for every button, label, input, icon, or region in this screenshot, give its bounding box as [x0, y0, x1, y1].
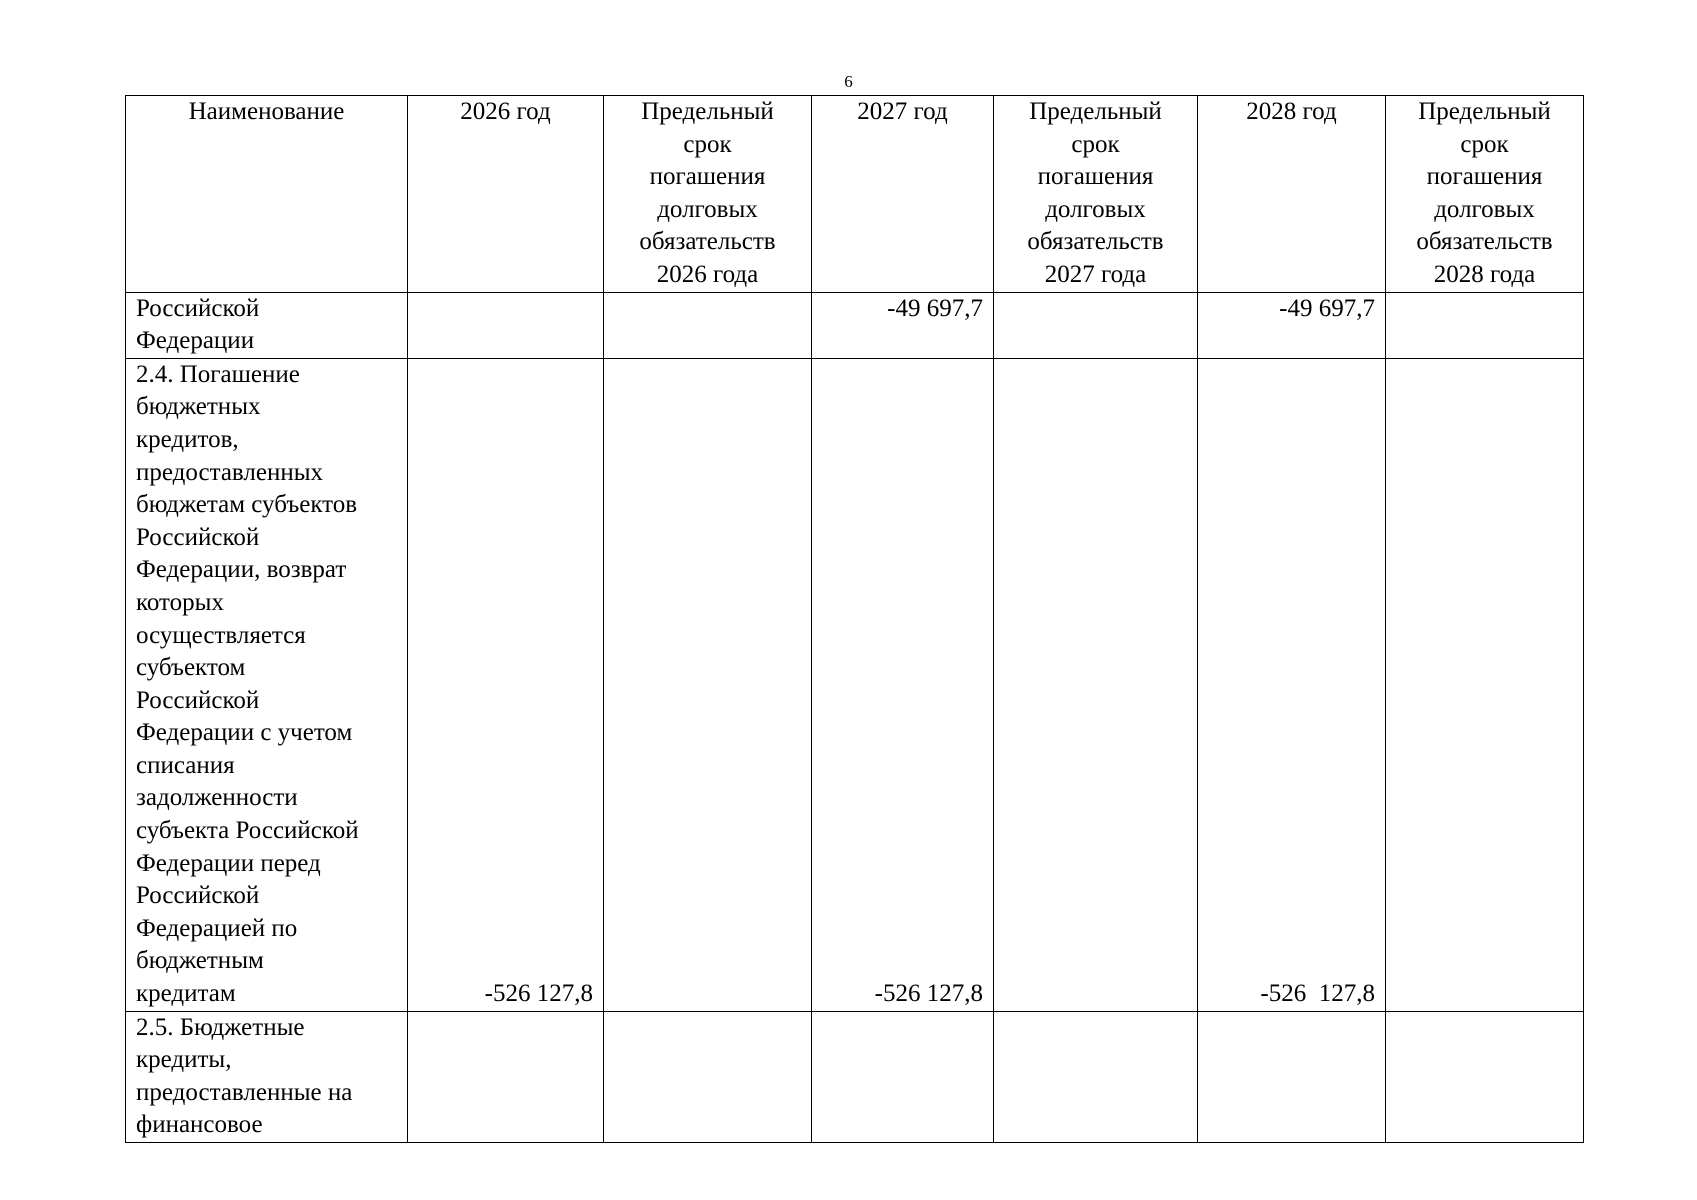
header-term-2026: Предельный срок погашения долговых обязательств 2026 года — [604, 96, 812, 293]
cell-term-2028 — [1386, 1011, 1584, 1142]
table-header-row — [126, 96, 1584, 293]
header-name: Наименование — [126, 96, 408, 293]
table-row — [126, 1011, 1584, 1142]
cell-term-2026 — [604, 1011, 812, 1142]
cell-2028 — [1198, 1011, 1386, 1142]
page-number: 6 — [844, 72, 853, 91]
row-name: 2.5. Бюджетные кредиты, предоставленные на финансовое — [126, 1011, 408, 1142]
budget-table — [125, 95, 1584, 1143]
row-name: Российской Федерации — [126, 292, 408, 358]
row-name: 2.4. Погашение бюджетных кредитов, предоставленных бюджетам субъектов Российской Федерации, возврат которых осуществляется субъектом Российской Федерации с учетом списания задолженности субъекта Российской Федерации перед Российской Федерацией по бюджетным кредитам — [126, 358, 408, 1011]
header-2028: 2028 год — [1198, 96, 1386, 293]
cell-2027 — [812, 1011, 994, 1142]
cell-term-2027 — [994, 358, 1198, 1011]
cell-2027: -526 127,8 — [812, 358, 994, 1011]
cell-term-2027 — [994, 292, 1198, 358]
table-row — [126, 292, 1584, 358]
cell-term-2028 — [1386, 292, 1584, 358]
cell-2026: -526 127,8 — [408, 358, 604, 1011]
cell-2028: -526 127,8 — [1198, 358, 1386, 1011]
cell-2028: -49 697,7 — [1198, 292, 1386, 358]
cell-term-2028 — [1386, 358, 1584, 1011]
header-term-2028: Предельный срок погашения долговых обязательств 2028 года — [1386, 96, 1584, 293]
cell-term-2026 — [604, 358, 812, 1011]
cell-term-2027 — [994, 1011, 1198, 1142]
header-2027: 2027 год — [812, 96, 994, 293]
cell-term-2026 — [604, 292, 812, 358]
table-row — [126, 358, 1584, 1011]
header-term-2027: Предельный срок погашения долговых обязательств 2027 года — [994, 96, 1198, 293]
header-2026: 2026 год — [408, 96, 604, 293]
cell-2027: -49 697,7 — [812, 292, 994, 358]
cell-2026 — [408, 1011, 604, 1142]
cell-2026 — [408, 292, 604, 358]
